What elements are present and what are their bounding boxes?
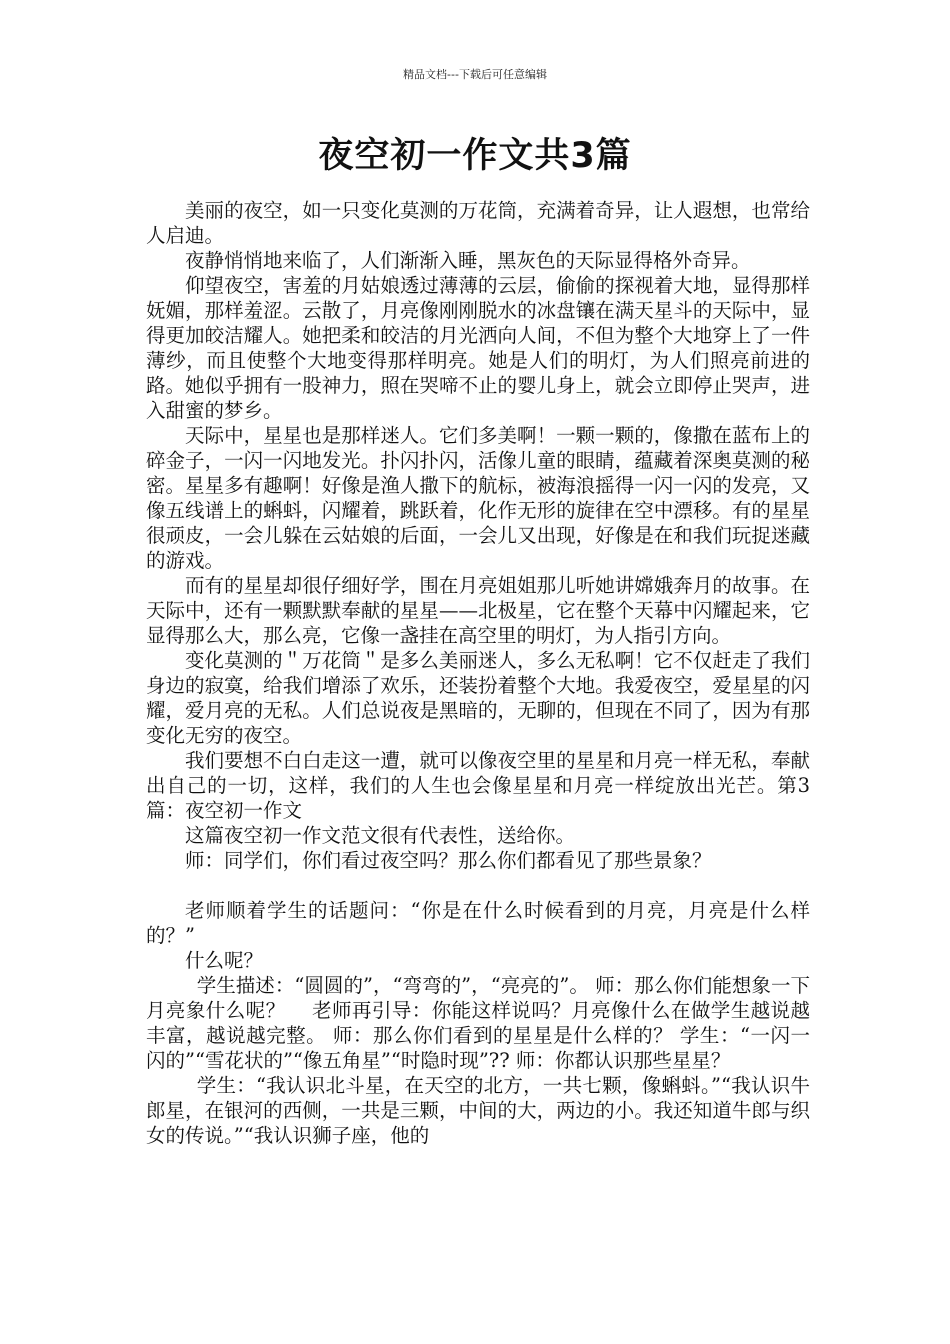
paragraph: 变化莫测的＂万花筒＂是多么美丽迷人，多么无私啊！它不仅赶走了我们身边的寂寞，给我们增添了欢乐，还装扮着整个大地。我爱夜空，爱星星的闪耀，爱月亮的无私。人们总说夜是黑暗的，无聊的，但现在不同了，因为有那变化无穷的夜空。 <box>146 649 810 747</box>
document-title: 夜空初一作文共3篇 <box>318 136 632 176</box>
paragraph: 夜静悄悄地来临了，人们渐渐入睡，黑灰色的天际显得格外奇异。 <box>185 249 751 272</box>
paragraph: 师：同学们，你们看过夜空吗？那么你们都看见了那些景象？ <box>185 849 712 872</box>
paragraph: 仰望夜空，害羞的月姑娘透过薄薄的云层，偷偷的探视着大地，显得那样妩媚，那样羞涩。云散了，月亮像刚刚脱水的冰盘镶在满天星斗的天际中，显得更加皎洁耀人。她把柔和皎洁的月光洒向人间，不但为整个大地穿上了一件薄纱，而且使整个大地变得那样明亮。她是人们的明灯，为人们照亮前进的路。她似乎拥有一股神力，照在哭啼不止的婴儿身上，就会立即停止哭声，进入甜蜜的梦乡。 <box>146 274 810 422</box>
paragraph: 而有的星星却很仔细好学，围在月亮姐姐那儿听她讲嫦娥奔月的故事。在天际中，还有一颗默默奉献的星星——北极星，它在整个天幕中闪耀起来，它显得那么大，那么亮，它像一盏挂在高空里的明灯，为人指引方向。 <box>146 574 810 647</box>
paragraph: 美丽的夜空，如一只变化莫测的万花筒，充满着奇异，让人遐想，也常给人启迪。 <box>146 199 810 247</box>
paragraph: 学生：“我认识北斗星，在天空的北方，一共七颗，像蝌蚪。”“我认识牛郎星，在银河的西侧，一共是三颗，中间的大，两边的小。我还知道牛郎与织女的传说。”“我认识狮子座，他的 <box>146 1074 810 1147</box>
paragraph: 什么呢？ <box>185 949 264 972</box>
paragraph: 天际中，星星也是那样迷人。它们多美啊！一颗一颗的，像撒在蓝布上的碎金子，一闪一闪地发光。扑闪扑闪，活像儿童的眼睛，蕴藏着深奥莫测的秘密。星星多有趣啊！好像是渔人撒下的航标，被海浪摇得一闪一闪的发亮，又像五线谱上的蝌蚪，闪耀着，跳跃着，化作无形的旋律在空中漂移。有的星星很顽皮，一会儿躲在云姑娘的后面，一会儿又出现，好像是在和我们玩捉迷藏的游戏。 <box>146 424 810 572</box>
paragraph: 学生描述：“圆圆的”，“弯弯的”，“亮亮的”。 师：那么你们能想象一下月亮象什么呢？ 老师再引导：你能这样说吗？月亮像什么在做学生越说越丰富，越说越完整。 师：那么你们看到的星星是什么样的？ 学生：“一闪一闪的”“雪花状的”“像五角星”“时隐时现”?? 师：你都认识那些星星？ <box>146 974 810 1072</box>
paragraph: 我们要想不白白走这一遭，就可以像夜空里的星星和月亮一样无私，奉献出自己的一切，这样，我们的人生也会像星星和月亮一样绽放出光芒。第3篇：夜空初一作文 <box>146 749 810 822</box>
article-body <box>146 198 810 1148</box>
paragraph: 这篇夜空初一作文范文很有代表性，送给你。 <box>185 824 576 847</box>
page-header: 精品文档---下载后可任意编辑 <box>403 68 547 81</box>
blank-line <box>146 873 810 898</box>
paragraph: 老师顺着学生的话题问：“你是在什么时候看到的月亮，月亮是什么样的？” <box>146 899 810 947</box>
